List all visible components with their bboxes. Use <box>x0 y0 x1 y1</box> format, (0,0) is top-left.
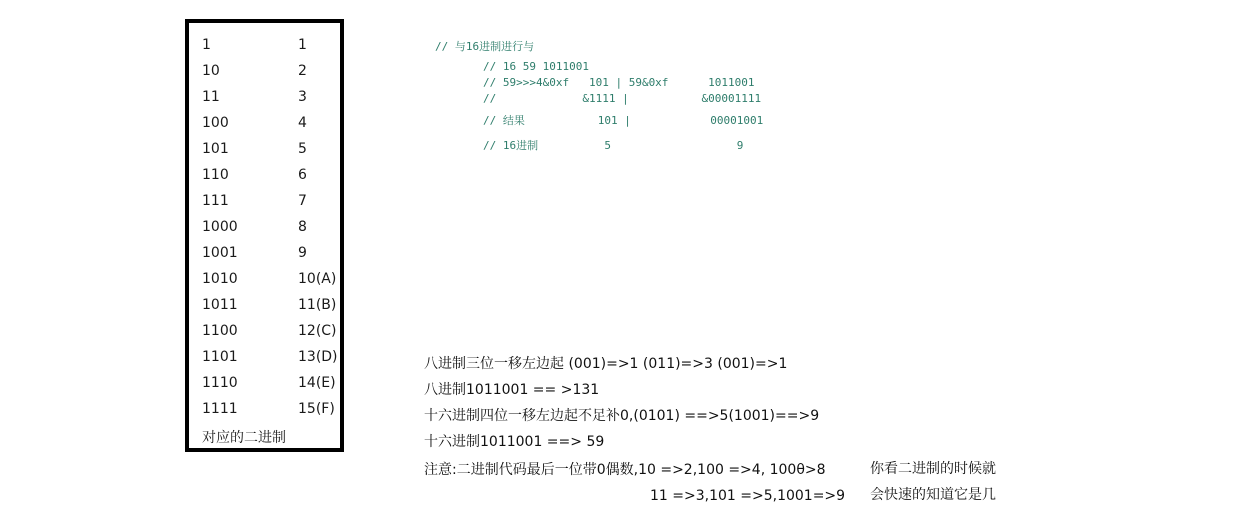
binary-value: 111 <box>202 193 229 209</box>
decimal-value: 3 <box>298 89 307 105</box>
tip-note-line2: 11 =>3,101 =>5,1001=>9 <box>650 488 846 504</box>
binary-value: 100 <box>202 115 229 131</box>
decimal-value: 5 <box>298 141 307 157</box>
tip-note-line1: 注意:二进制代码最后一位带0偶数,10 =>2,100 =>4, 100θ>8 <box>424 462 826 478</box>
decimal-value: 7 <box>298 193 307 209</box>
binary-value: 101 <box>202 141 229 157</box>
binary-value: 1000 <box>202 219 238 235</box>
code-comment-line: // 16进制 5 9 <box>483 139 744 152</box>
decimal-value: 14(E) <box>298 375 336 391</box>
binary-value: 1101 <box>202 349 238 365</box>
table-caption: 对应的二进制 <box>202 430 286 446</box>
decimal-value: 9 <box>298 245 307 261</box>
decimal-value: 13(D) <box>298 349 338 365</box>
octal-example-note: 八进制1011001 == >131 <box>424 382 600 398</box>
code-comment-heading: // 与16进制进行与 <box>435 40 535 53</box>
code-comment-line: // 16 59 1011001 <box>483 60 589 73</box>
decimal-value: 2 <box>298 63 307 79</box>
decimal-value: 12(C) <box>298 323 337 339</box>
binary-value: 1111 <box>202 401 238 417</box>
binary-value: 1 <box>202 37 211 53</box>
hex-rule-note: 十六进制四位一移左边起不足补0,(0101) ==>5(1001)==>9 <box>424 408 820 424</box>
binary-value: 11 <box>202 89 220 105</box>
binary-decimal-table <box>185 19 344 452</box>
binary-value: 1011 <box>202 297 238 313</box>
binary-value: 1010 <box>202 271 238 287</box>
decimal-value: 10(A) <box>298 271 337 287</box>
decimal-value: 4 <box>298 115 307 131</box>
octal-rule-note: 八进制三位一移左边起 (001)=>1 (011)=>3 (001)=>1 <box>424 356 788 372</box>
code-comment-line: // 结果 101 | 00001001 <box>483 114 764 127</box>
code-comment-line: // &1111 | &00001111 <box>483 92 762 105</box>
binary-value: 1110 <box>202 375 238 391</box>
side-note-line2: 会快速的知道它是几 <box>870 487 996 503</box>
decimal-value: 8 <box>298 219 307 235</box>
decimal-value: 15(F) <box>298 401 335 417</box>
binary-value: 1001 <box>202 245 238 261</box>
decimal-value: 11(B) <box>298 297 337 313</box>
binary-value: 1100 <box>202 323 238 339</box>
hex-example-note: 十六进制1011001 ==> 59 <box>424 434 605 450</box>
binary-value: 10 <box>202 63 220 79</box>
side-note-line1: 你看二进制的时候就 <box>870 461 996 477</box>
decimal-value: 6 <box>298 167 307 183</box>
binary-value: 110 <box>202 167 229 183</box>
code-comment-line: // 59>>>4&0xf 101 | 59&0xf 1011001 <box>483 76 755 89</box>
decimal-value: 1 <box>298 37 307 53</box>
